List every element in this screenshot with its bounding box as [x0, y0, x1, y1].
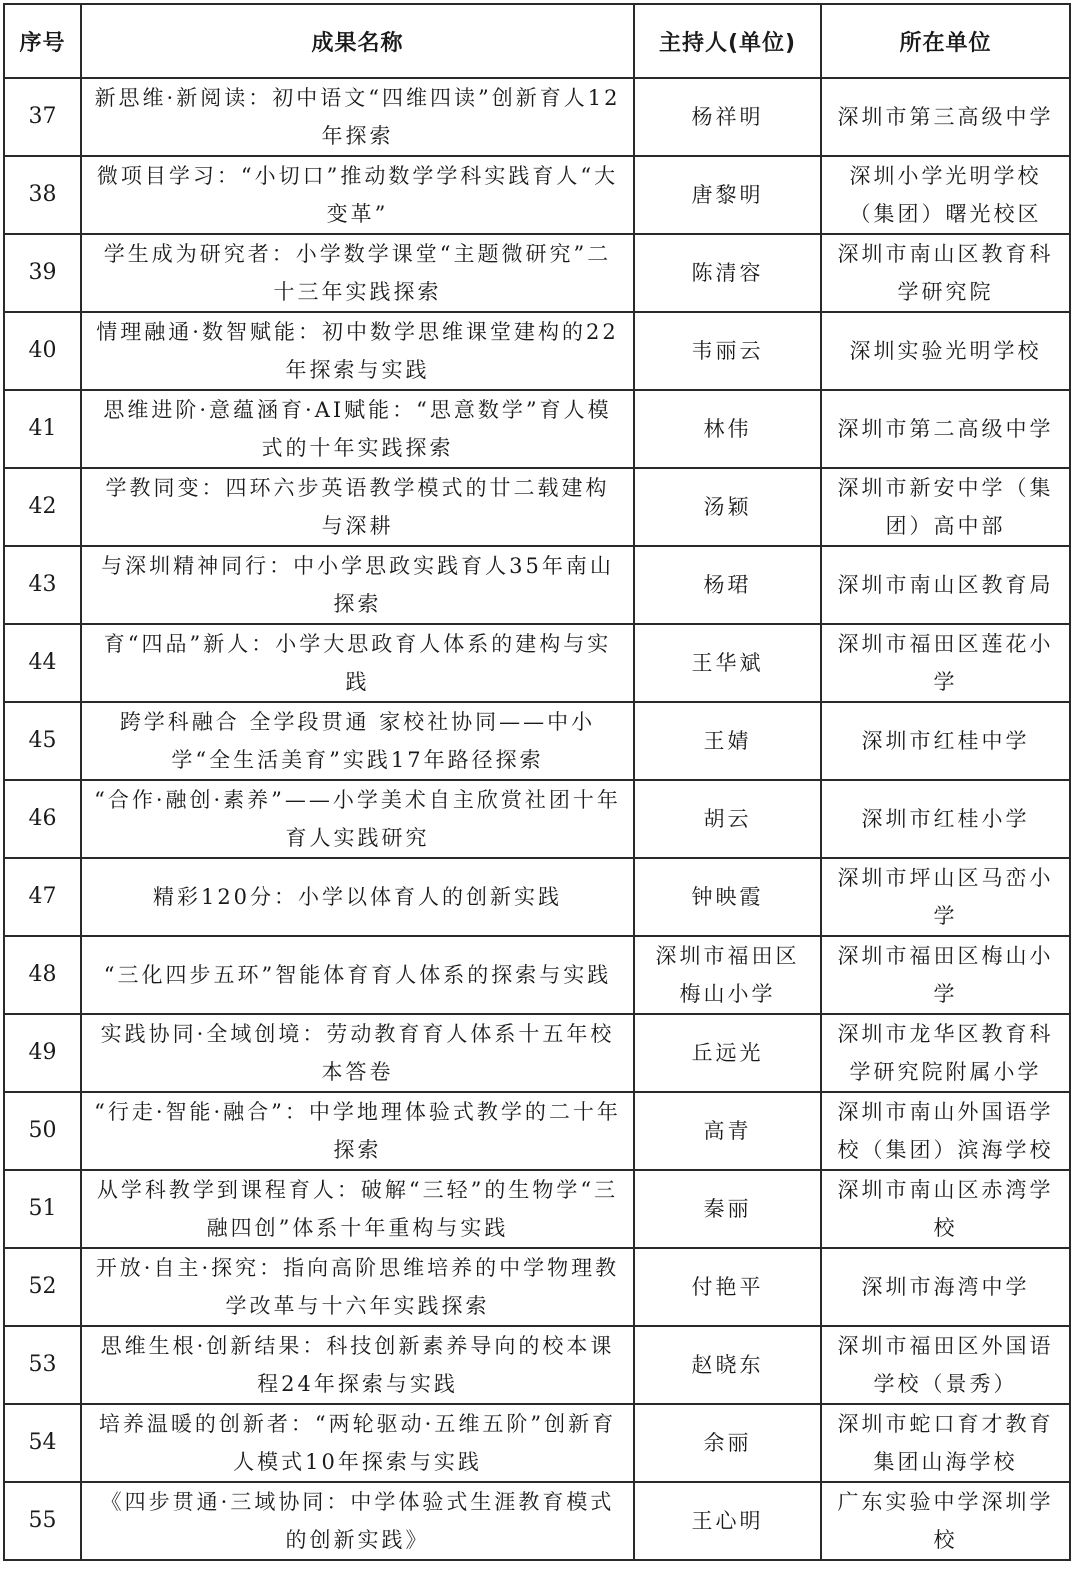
result-title: 情理融通·数智赋能：初中数学思维课堂建构的22年探索与实践 — [81, 312, 634, 390]
row-number: 44 — [4, 624, 81, 702]
unit-name: 深圳市坪山区马峦小学 — [821, 858, 1070, 936]
table-row — [4, 468, 1070, 546]
result-title: “合作·融创·素养”——小学美术自主欣赏社团十年育人实践研究 — [81, 780, 634, 858]
result-title: 培养温暖的创新者：“两轮驱动·五维五阶”创新育人模式10年探索与实践 — [81, 1404, 634, 1482]
host-name: 杨祥明 — [634, 78, 821, 156]
row-number: 49 — [4, 1014, 81, 1092]
table-row — [4, 1092, 1070, 1170]
host-name: 王婧 — [634, 702, 821, 780]
result-title: “三化四步五环”智能体育育人体系的探索与实践 — [81, 936, 634, 1014]
host-name: 赵晓东 — [634, 1326, 821, 1404]
unit-name: 深圳市南山外国语学校（集团）滨海学校 — [821, 1092, 1070, 1170]
host-name: 余丽 — [634, 1404, 821, 1482]
host-name: 汤颖 — [634, 468, 821, 546]
table-row — [4, 1326, 1070, 1404]
table-row — [4, 78, 1070, 156]
result-title: 育“四品”新人：小学大思政育人体系的建构与实践 — [81, 624, 634, 702]
row-number: 38 — [4, 156, 81, 234]
table-row — [4, 1482, 1070, 1560]
result-title: 跨学科融合 全学段贯通 家校社协同——中小学“全生活美育”实践17年路径探索 — [81, 702, 634, 780]
host-name: 丘远光 — [634, 1014, 821, 1092]
unit-name: 深圳市海湾中学 — [821, 1248, 1070, 1326]
unit-name: 深圳市福田区莲花小学 — [821, 624, 1070, 702]
result-title: 《四步贯通·三域协同：中学体验式生涯教育模式的创新实践》 — [81, 1482, 634, 1560]
table-row — [4, 234, 1070, 312]
unit-name: 深圳市新安中学（集团）高中部 — [821, 468, 1070, 546]
row-number: 43 — [4, 546, 81, 624]
result-title: “行走·智能·融合”：中学地理体验式教学的二十年探索 — [81, 1092, 634, 1170]
unit-name: 深圳市第二高级中学 — [821, 390, 1070, 468]
host-name: 付艳平 — [634, 1248, 821, 1326]
result-title: 学生成为研究者：小学数学课堂“主题微研究”二十三年实践探索 — [81, 234, 634, 312]
host-name: 唐黎明 — [634, 156, 821, 234]
unit-name: 深圳市蛇口育才教育集团山海学校 — [821, 1404, 1070, 1482]
row-number: 40 — [4, 312, 81, 390]
result-title: 从学科教学到课程育人：破解“三轻”的生物学“三融四创”体系十年重构与实践 — [81, 1170, 634, 1248]
unit-name: 深圳市南山区教育局 — [821, 546, 1070, 624]
results-table — [3, 3, 1071, 1561]
table-row — [4, 624, 1070, 702]
row-number: 41 — [4, 390, 81, 468]
table-row — [4, 1404, 1070, 1482]
results-document — [3, 3, 1069, 1561]
table-row — [4, 390, 1070, 468]
table-row — [4, 546, 1070, 624]
table-row — [4, 1170, 1070, 1248]
table-row — [4, 156, 1070, 234]
table-row — [4, 780, 1070, 858]
table-body — [4, 78, 1070, 1560]
unit-name: 深圳市红桂小学 — [821, 780, 1070, 858]
table-row — [4, 1248, 1070, 1326]
table-row — [4, 312, 1070, 390]
host-name: 深圳市福田区梅山小学 — [634, 936, 821, 1014]
result-title: 开放·自主·探究：指向高阶思维培养的中学物理教学改革与十六年实践探索 — [81, 1248, 634, 1326]
host-name: 王华斌 — [634, 624, 821, 702]
row-number: 48 — [4, 936, 81, 1014]
table-row — [4, 858, 1070, 936]
row-number: 54 — [4, 1404, 81, 1482]
host-name: 秦丽 — [634, 1170, 821, 1248]
result-title: 与深圳精神同行：中小学思政实践育人35年南山探索 — [81, 546, 634, 624]
table-row — [4, 1014, 1070, 1092]
result-title: 实践协同·全域创境：劳动教育育人体系十五年校本答卷 — [81, 1014, 634, 1092]
row-number: 50 — [4, 1092, 81, 1170]
table-row — [4, 702, 1070, 780]
result-title: 新思维·新阅读：初中语文“四维四读”创新育人12年探索 — [81, 78, 634, 156]
unit-name: 深圳小学光明学校（集团）曙光校区 — [821, 156, 1070, 234]
row-number: 51 — [4, 1170, 81, 1248]
host-name: 胡云 — [634, 780, 821, 858]
host-name: 王心明 — [634, 1482, 821, 1560]
row-number: 37 — [4, 78, 81, 156]
unit-name: 深圳市福田区梅山小学 — [821, 936, 1070, 1014]
unit-name: 深圳市福田区外国语学校（景秀） — [821, 1326, 1070, 1404]
unit-name: 深圳实验光明学校 — [821, 312, 1070, 390]
row-number: 42 — [4, 468, 81, 546]
unit-name: 深圳市南山区赤湾学校 — [821, 1170, 1070, 1248]
result-title: 精彩120分：小学以体育人的创新实践 — [81, 858, 634, 936]
host-name: 陈清容 — [634, 234, 821, 312]
host-name: 韦丽云 — [634, 312, 821, 390]
result-title: 微项目学习：“小切口”推动数学学科实践育人“大变革” — [81, 156, 634, 234]
row-number: 45 — [4, 702, 81, 780]
row-number: 53 — [4, 1326, 81, 1404]
host-name: 高青 — [634, 1092, 821, 1170]
header-unit: 所在单位 — [821, 4, 1070, 78]
row-number: 52 — [4, 1248, 81, 1326]
header-host: 主持人(单位) — [634, 4, 821, 78]
table-row — [4, 936, 1070, 1014]
header-title: 成果名称 — [81, 4, 634, 78]
host-name: 钟映霞 — [634, 858, 821, 936]
unit-name: 深圳市红桂中学 — [821, 702, 1070, 780]
unit-name: 深圳市第三高级中学 — [821, 78, 1070, 156]
row-number: 47 — [4, 858, 81, 936]
row-number: 39 — [4, 234, 81, 312]
unit-name: 深圳市南山区教育科学研究院 — [821, 234, 1070, 312]
result-title: 思维生根·创新结果：科技创新素养导向的校本课程24年探索与实践 — [81, 1326, 634, 1404]
header-row — [4, 4, 1070, 78]
host-name: 杨珺 — [634, 546, 821, 624]
result-title: 思维进阶·意蕴涵育·AI赋能：“思意数学”育人模式的十年实践探索 — [81, 390, 634, 468]
row-number: 55 — [4, 1482, 81, 1560]
header-number: 序号 — [4, 4, 81, 78]
row-number: 46 — [4, 780, 81, 858]
result-title: 学教同变：四环六步英语教学模式的廿二载建构与深耕 — [81, 468, 634, 546]
unit-name: 广东实验中学深圳学校 — [821, 1482, 1070, 1560]
unit-name: 深圳市龙华区教育科学研究院附属小学 — [821, 1014, 1070, 1092]
host-name: 林伟 — [634, 390, 821, 468]
